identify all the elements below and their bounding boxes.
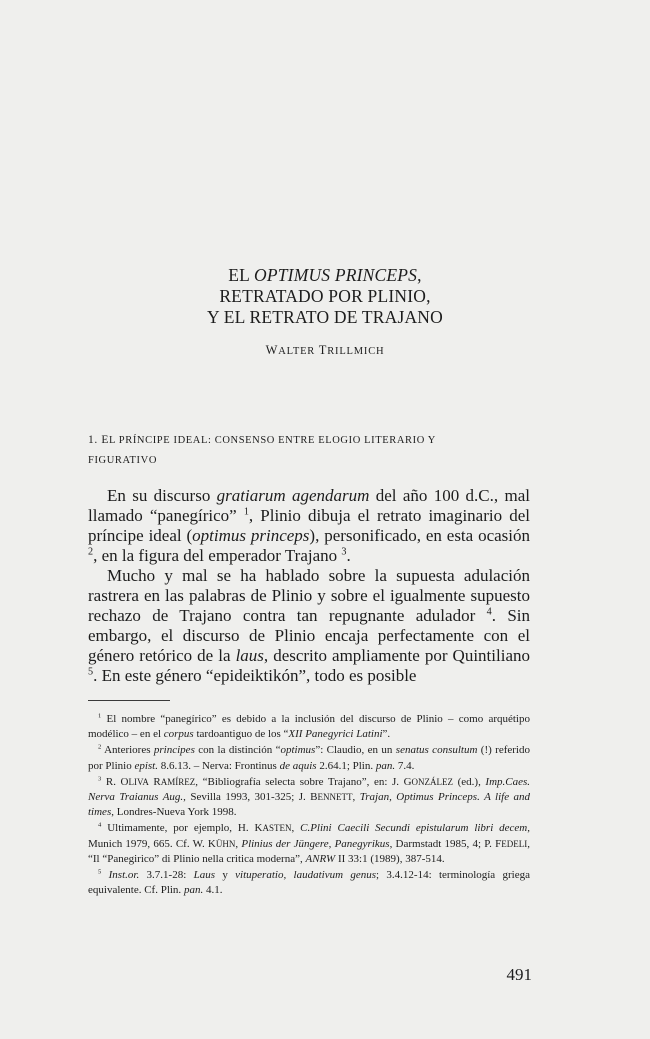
italic-text: pan. [375,759,396,772]
text-run: Ultimamente, por ejemplo, H. K [101,822,263,835]
text-run: con la distinción “ [194,744,281,757]
italic-text: gratiarum agendarum [216,486,370,505]
italic-text: vituperatio, laudativum genus [235,869,377,882]
italic-text: corpus [163,728,194,741]
text-run: , “Bibliografía selecta sobre Trajano”, en: J. G [195,775,412,788]
body-text [88,486,530,686]
italic-text: de aquis [279,759,317,772]
text-run: ”. [382,728,391,741]
text-run: 4.1. [203,884,223,897]
text-run: , Darmstadt 1985, 4; P. F [389,837,502,850]
footnote-separator [88,700,170,701]
footnote-marker: 5 [98,868,102,876]
italic-text: Laus [193,869,215,882]
text-run: , Londres-Nueva York 1998. [111,806,237,819]
footnote-marker: 2 [88,546,94,558]
italic-text: optimus [280,744,316,757]
author-first-initial: W [265,343,279,357]
footnote-marker: 3 [98,775,102,783]
text-run: , “Il “Panegirico” di Plinio nella critica moderna”, [88,837,530,865]
footnote-marker: 5 [88,666,94,678]
article-title-line-1 [0,265,650,286]
italic-text: C.Plini Caecili Secundi epistularum libri decem [300,822,528,835]
article-title-line-2: RETRATADO POR PLINIO, [219,286,431,306]
italic-text: Plinius der Jüngere, Panegyrikus [241,837,390,850]
small-caps-text: AMÍREZ [160,776,196,787]
text-run: , [291,822,301,835]
text-run: El nombre “panegírico” es debido a la inclusión del discurso de Plinio – como arquétipo modélico – en el [88,713,530,741]
text-run: , [352,791,360,804]
footnote-marker: 2 [98,743,102,751]
text-run: (ed.), [453,775,486,788]
italic-text: laus [235,646,264,665]
text-run: , [235,837,242,850]
italic-text: epist. [134,759,158,772]
footnote [88,712,530,742]
text-run: ; 3.4.12-14: terminología griega equivalente. Cf. Plin. [88,869,531,897]
footnote-marker: 4 [486,606,492,618]
text-run: y [215,869,236,882]
small-caps-text: EDELI [501,838,528,849]
small-caps-text: ENNETT [317,792,353,803]
text-run: 8.6.13. – Nerva: Frontinus [157,759,280,772]
footnotes [88,712,530,899]
italic-text: Trajan, Optimus Princeps. A life and times [88,791,531,819]
section-heading [88,430,548,471]
text-run: ”: Claudio, en un [315,744,396,757]
article-title-line-3: Y EL RETRATO DE TRAJANO [207,307,443,327]
text-run: , Munich 1979, 665. Cf. W. K [88,822,531,850]
text-run: , Sevilla 1993, 301-325; J. B [183,791,318,804]
title-italic-phrase: OPTIMUS PRINCEPS [254,265,418,285]
text-run: II 33:1 (1989), 387-514. [335,852,445,865]
small-caps-text: ONZÁLEZ [411,776,454,787]
italic-text: principes [153,744,195,757]
section-title-rest: L PRÍNCIPE IDEAL: CONSENSO ENTRE ELOGIO LITERARIO Y [108,435,436,446]
section-initial: E [101,434,109,446]
text-run: 3.7.1-28: [139,869,194,882]
footnote-marker: 1 [243,506,249,518]
italic-text: Imp.Caes. Nerva Traianus Aug. [88,775,531,804]
text-run: 7.4. [395,759,415,772]
small-caps-text: ÜHN [215,838,236,849]
text-run: . Sin embargo, el discurso de Plinio encaja perfectamente con el género retórico de la [88,606,530,665]
title-prefix: EL [228,265,254,285]
author-first-rest: ALTER [278,346,316,357]
small-caps-text: ASTEN [262,823,292,834]
text-run: , Plinio dibuja el retrato imaginario del príncipe ideal ( [88,506,530,545]
author-last-initial: T [318,343,328,357]
footnote-marker: 4 [98,821,102,829]
page-number: 491 [506,965,532,984]
text-run: Anteriores [101,744,154,757]
footnote [88,775,530,821]
text-run: R. O [101,775,129,788]
footnote [88,743,530,773]
title-comma: , [417,265,422,285]
text-run: Mucho y mal se ha hablado sobre la supuesta adulación rastrera en las palabras de Plinio y sobre el igualmente supuesto rechazo de Trajano contra tan repugnante adulador [88,566,530,625]
text-run: 2.64.1; Plin. [316,759,376,772]
author-name [0,343,650,358]
italic-text: Inst.or. [108,869,140,882]
section-heading-line-2: FIGURATIVO [88,455,157,466]
footnote [88,821,530,867]
text-run: tardoantiguo de los “ [193,728,289,741]
footnote-marker: 3 [341,546,347,558]
italic-text: optimus princeps [192,526,310,545]
small-caps-text: LIVA [128,776,149,787]
text-run: del año 100 d.C., mal llamado “panegírico” [88,486,530,525]
text-run: . [346,546,351,565]
section-number: 1. [88,434,102,446]
article-header [0,265,650,358]
text-run: ), personificado, en esta ocasión [309,526,530,545]
author-last-rest: RILLMICH [327,346,385,357]
text-run [101,869,108,881]
text-run: , en la figura del emperador Trajano [93,546,342,565]
text-run: En su discurso [107,486,217,505]
italic-text: ANRW [305,852,336,865]
text-run: . En este género “epideiktikón”, todo es posible [93,666,417,685]
section-heading-line-1 [88,430,548,451]
body-paragraph [88,486,530,566]
footnote [88,868,530,898]
text-run: R [148,775,161,788]
italic-text: XII Panegyrici Latini [288,728,383,741]
text-run: , descrito ampliamente por Quintiliano [263,646,530,665]
footnote-marker: 1 [98,712,102,720]
text-run: (!) referido por Plinio [88,744,530,772]
italic-text: pan. [183,884,204,897]
body-paragraph [88,566,530,686]
italic-text: senatus consultum [395,744,478,757]
